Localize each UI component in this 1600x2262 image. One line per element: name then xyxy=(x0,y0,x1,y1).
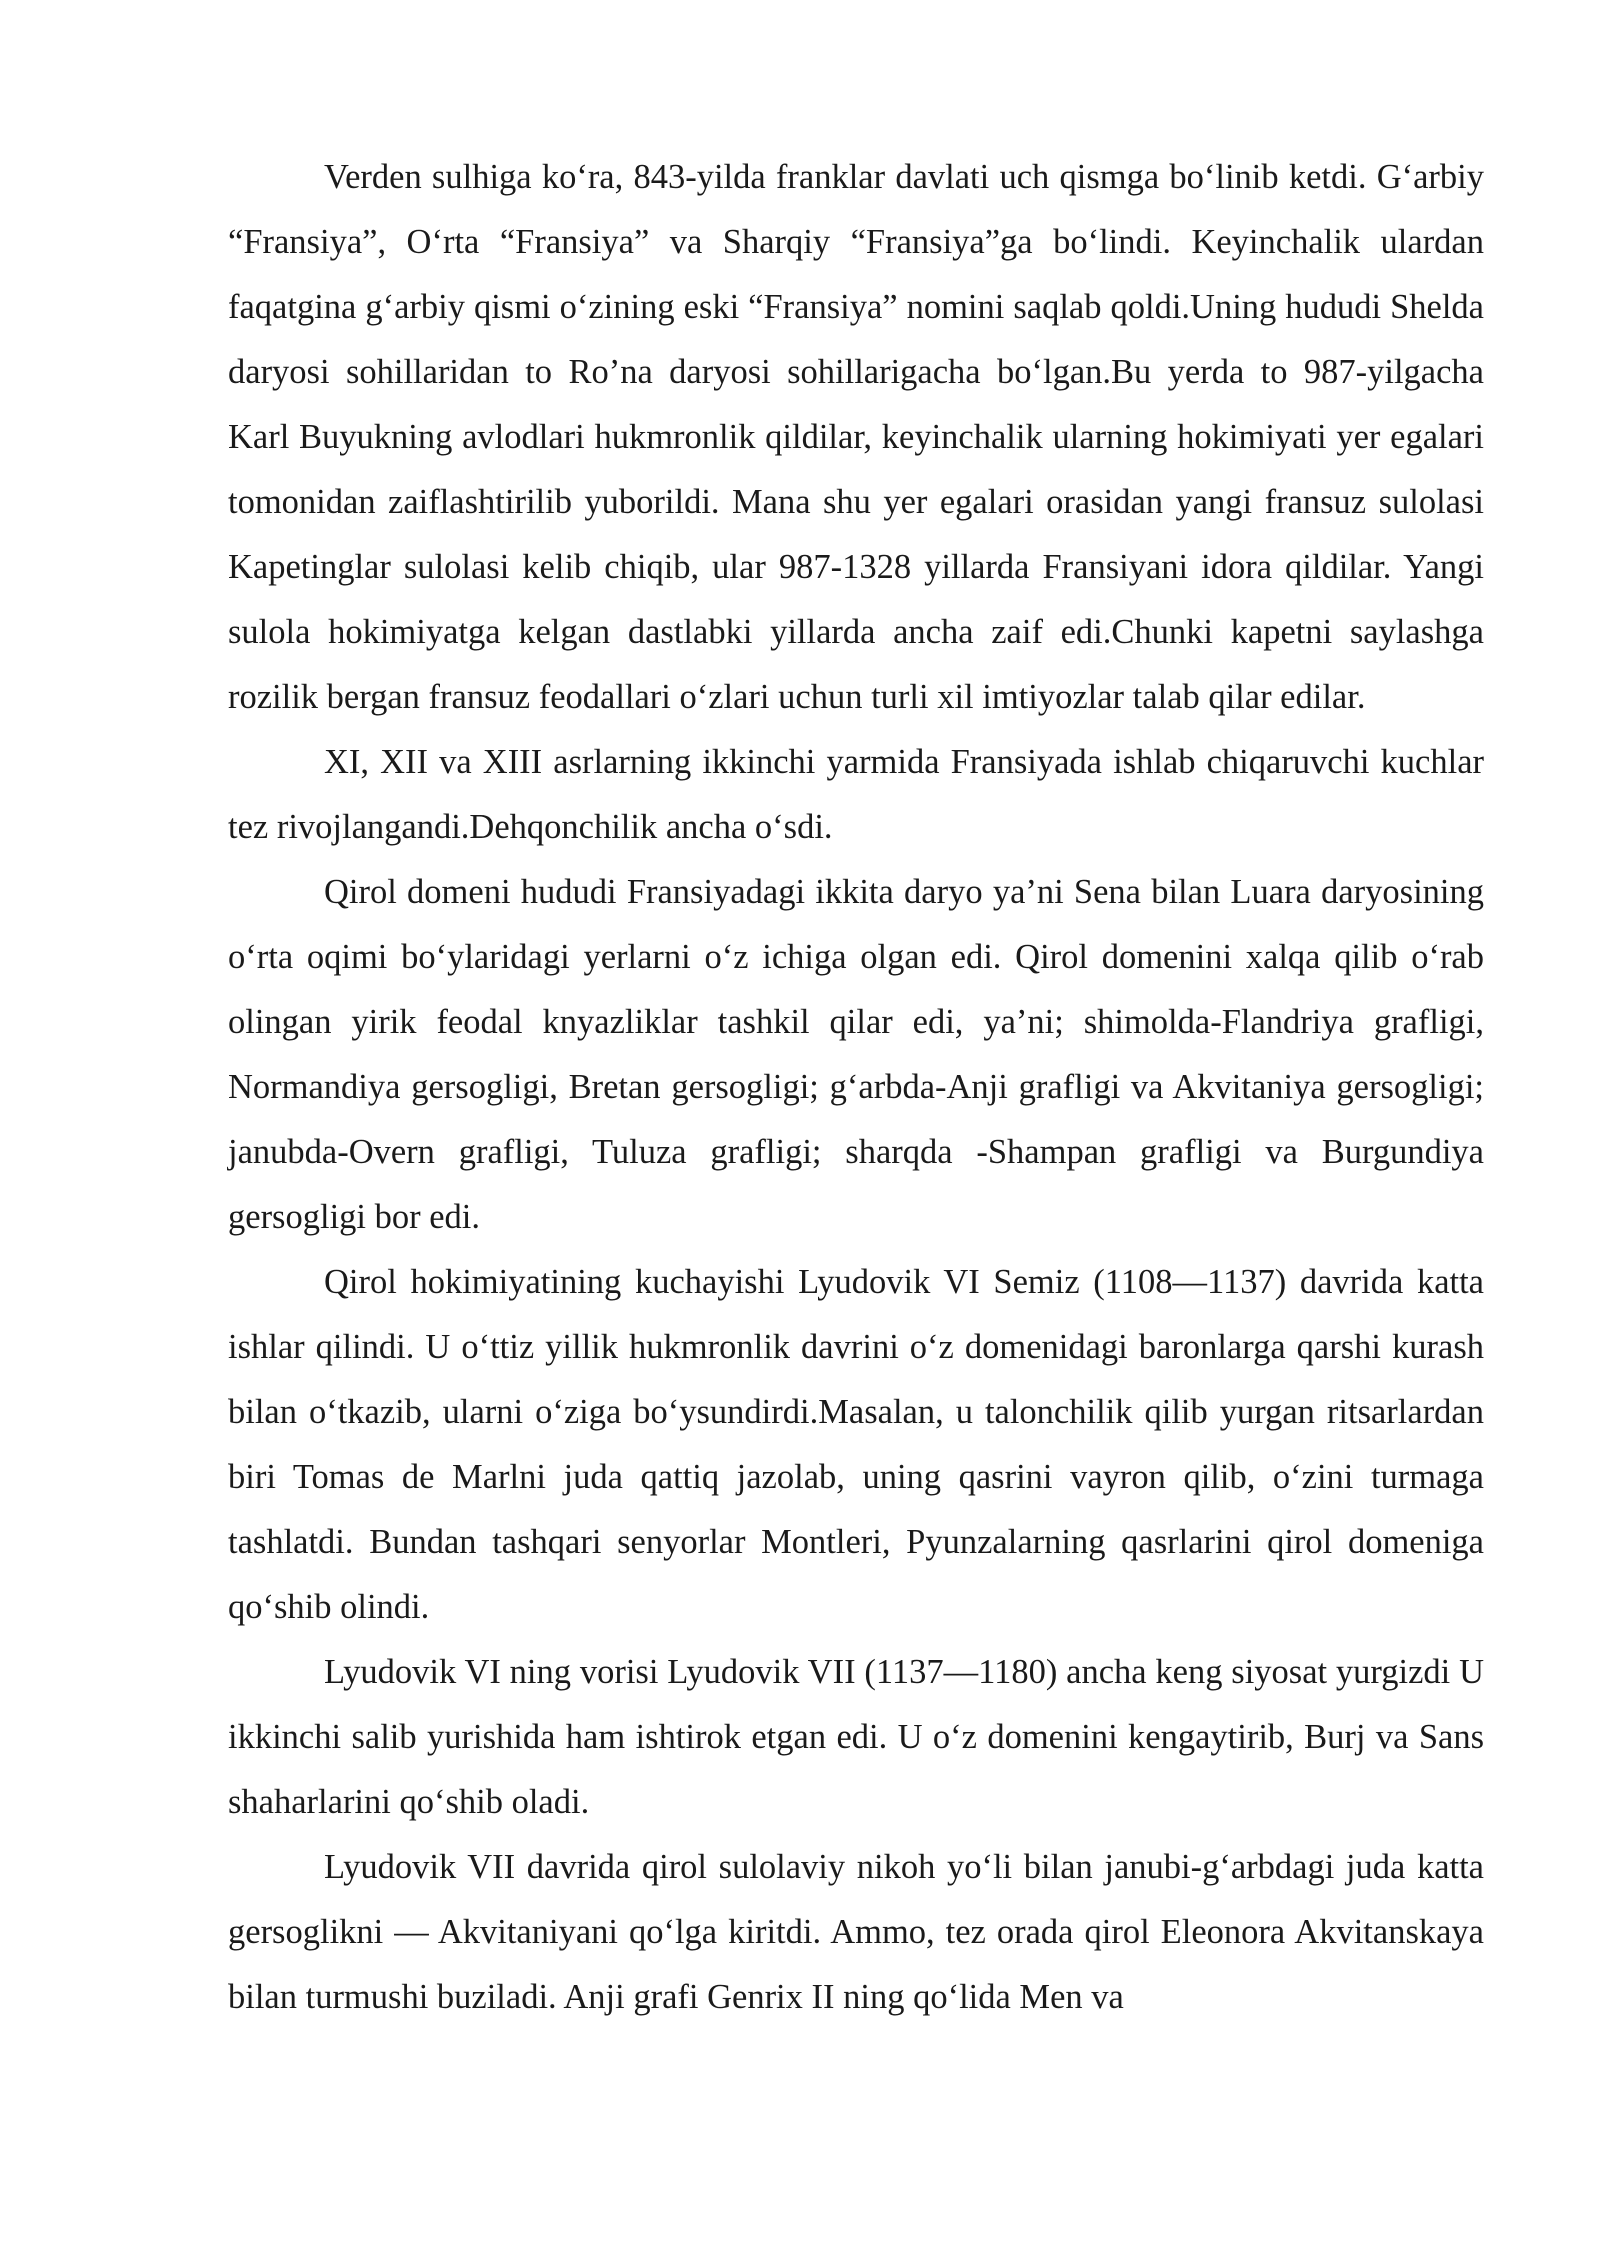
paragraph-verden-treaty: Verden sulhiga ko‘ra, 843-yilda franklar davlati uch qismga bo‘linib ketdi. G‘arbiy “Fransiya”, O‘rta “Fransiya” va Sharqiy “Fransiya”ga bo‘lindi. Keyinchalik ulardan faqatgina g‘arbiy qismi o‘zining eski “Fransiya” nomini saqlab qoldi.Uning hududi Shelda daryosi sohillaridan to Ro’na daryosi sohillarigacha bo‘lgan.Bu yerda to 987-yilgacha Karl Buyukning avlodlari hukmronlik qildilar, keyinchalik ularning hokimiyati yer egalari tomonidan zaiflashtirilib yuborildi. Mana shu yer egalari orasidan yangi fransuz sulolasi Kapetinglar sulolasi kelib chiqib, ular 987-1328 yillarda Fransiyani idora qildilar. Yangi sulola hokimiyatga kelgan dastlabki yillarda ancha zaif edi.Chunki kapetni saylashga rozilik bergan fransuz feodallari o‘zlari uchun turli xil imtiyozlar talab qilar edilar. xyxy=(228,158,1484,716)
paragraph-louis-vi: Qirol hokimiyatining kuchayishi Lyudovik VI Semiz (1108—1137) davrida katta ishlar qilindi. U o‘ttiz yillik hukmronlik davrini o‘z domenidagi baronlarga qarshi kurash bilan o‘tkazib, ularni o‘ziga bo‘ysundirdi.Masalan, u talonchilik qilib yurgan ritsarlardan biri Tomas de Marlni juda qattiq jazolab, uning qasrini vayron qilib, o‘zini turmaga tashlatdi. Bundan tashqari senyorlar Montleri, Pyunzalarning qasrlarini qirol domeniga qo‘shib olindi. xyxy=(228,1263,1484,1626)
paragraph-productive-forces: XI, XII va XIII asrlarning ikkinchi yarmida Fransiyada ishlab chiqaruvchi kuchlar tez rivojlangandi.Dehqonchilik ancha o‘sdi. xyxy=(228,743,1484,846)
paragraph-royal-domain: Qirol domeni hududi Fransiyadagi ikkita daryo ya’ni Sena bilan Luara daryosining o‘rta oqimi bo‘ylaridagi yerlarni o‘z ichiga olgan edi. Qirol domenini xalqa qilib o‘rab olingan yirik feodal knyazliklar tashkil qilar edi, ya’ni; shimolda-Flandriya grafligi, Normandiya gersogligi, Bretan gersogligi; g‘arbda-Anji grafligi va Akvitaniya gersogligi; janubda-Overn grafligi, Tuluza grafligi; sharqda -Shampan grafligi va Burgundiya gersogligi bor edi. xyxy=(228,873,1484,1236)
document-page xyxy=(228,145,1484,2030)
paragraph-aquitaine: Lyudovik VII davrida qirol sulolaviy nikoh yo‘li bilan janubi-g‘arbdagi juda katta gersoglikni — Akvitaniyani qo‘lga kiritdi. Ammo, tez orada qirol Eleonora Akvitanskaya bilan turmushi buziladi. Anji grafi Genrix II ning qo‘lida Men va xyxy=(228,1848,1484,2016)
paragraph-louis-vii: Lyudovik VI ning vorisi Lyudovik VII (1137—1180) ancha keng siyosat yurgizdi U ikkinchi salib yurishida ham ishtirok etgan edi. U o‘z domenini kengaytirib, Burj va Sans shaharlarini qo‘shib oladi. xyxy=(228,1653,1484,1821)
